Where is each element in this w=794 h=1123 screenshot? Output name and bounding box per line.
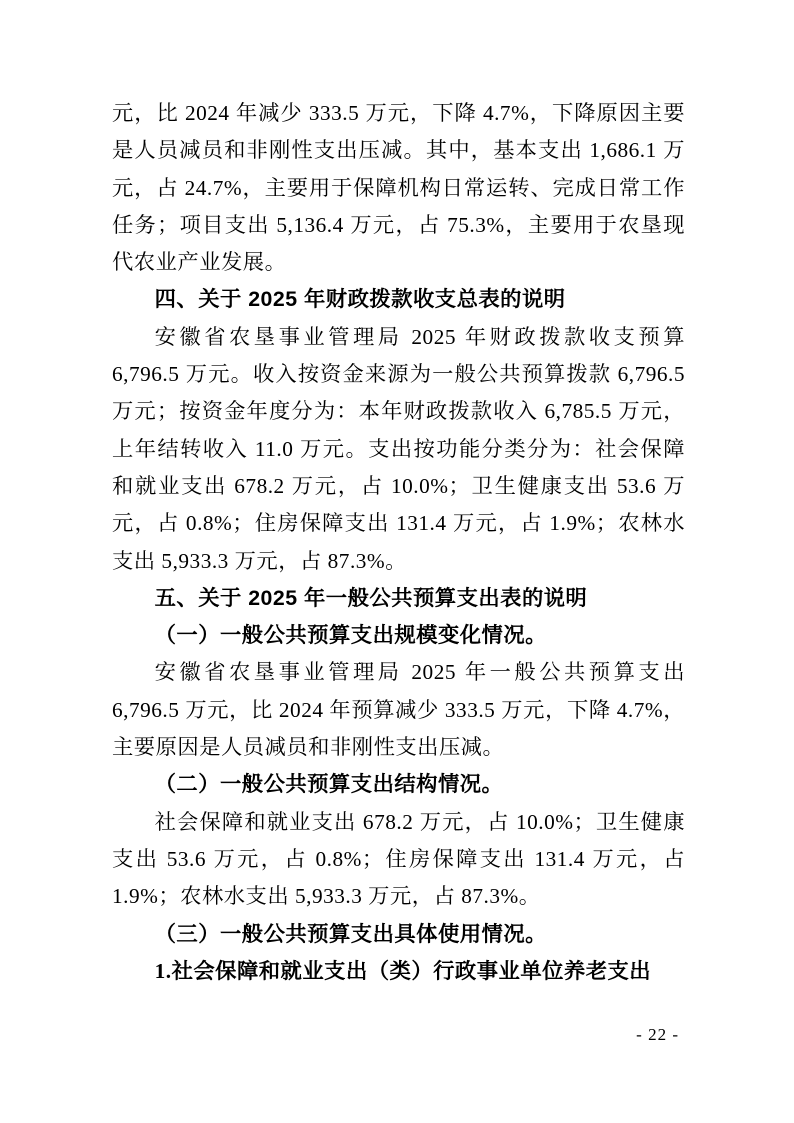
subsection-heading-1: （一）一般公共预算支出规模变化情况。 bbox=[154, 623, 547, 648]
body-paragraph: 社会保障和就业支出 678.2 万元，占 10.0%；卫生健康支出 53.6 万元，占 0.8%；住房保障支出 131.4 万元，占 1.9%；农林水支出 5,933.3 万元，占 87.3%。 bbox=[112, 809, 685, 909]
subsection-heading-3: （三）一般公共预算支出具体使用情况。 bbox=[154, 921, 547, 946]
body-paragraph: 安徽省农垦事业管理局 2025 年一般公共预算支出 6,796.5 万元，比 2024 年预算减少 333.5 万元，下降 4.7%，主要原因是人员减员和非刚性支出压减。 bbox=[112, 660, 685, 760]
numbered-item: 1.社会保障和就业支出（类）行政事业单位养老支出 bbox=[154, 958, 652, 983]
section-heading-5: 五、关于 2025 年一般公共预算支出表的说明 bbox=[154, 585, 588, 610]
body-paragraph: 元，比 2024 年减少 333.5 万元，下降 4.7%，下降原因主要是人员减员和非刚性支出压减。其中，基本支出 1,686.1 万元，占 24.7%，主要用于保障机构日常运转、完成日常工作任务；项目支出 5,136.4 万元，占 75.3%，主要用于农垦现代农业产业发展。 bbox=[112, 101, 685, 275]
section-heading-4: 四、关于 2025 年财政拨款收支总表的说明 bbox=[154, 287, 566, 312]
document-body bbox=[112, 95, 685, 990]
body-paragraph: 安徽省农垦事业管理局 2025 年财政拨款收支预算 6,796.5 万元。收入按资金来源为一般公共预算拨款 6,796.5 万元；按资金年度分为：本年财政拨款收入 6,785.5 万元，上年结转收入 11.0 万元。支出按功能分类分为：社会保障和就业支出 678.2 万元，占 10.0%；卫生健康支出 53.6 万元，占 0.8%；住房保障支出 131.4 万元，占 1.9%；农林水支出 5,933.3 万元，占 87.3%。 bbox=[112, 324, 685, 573]
subsection-heading-2: （二）一般公共预算支出结构情况。 bbox=[154, 772, 504, 797]
page-number: - 22 - bbox=[636, 1025, 679, 1044]
